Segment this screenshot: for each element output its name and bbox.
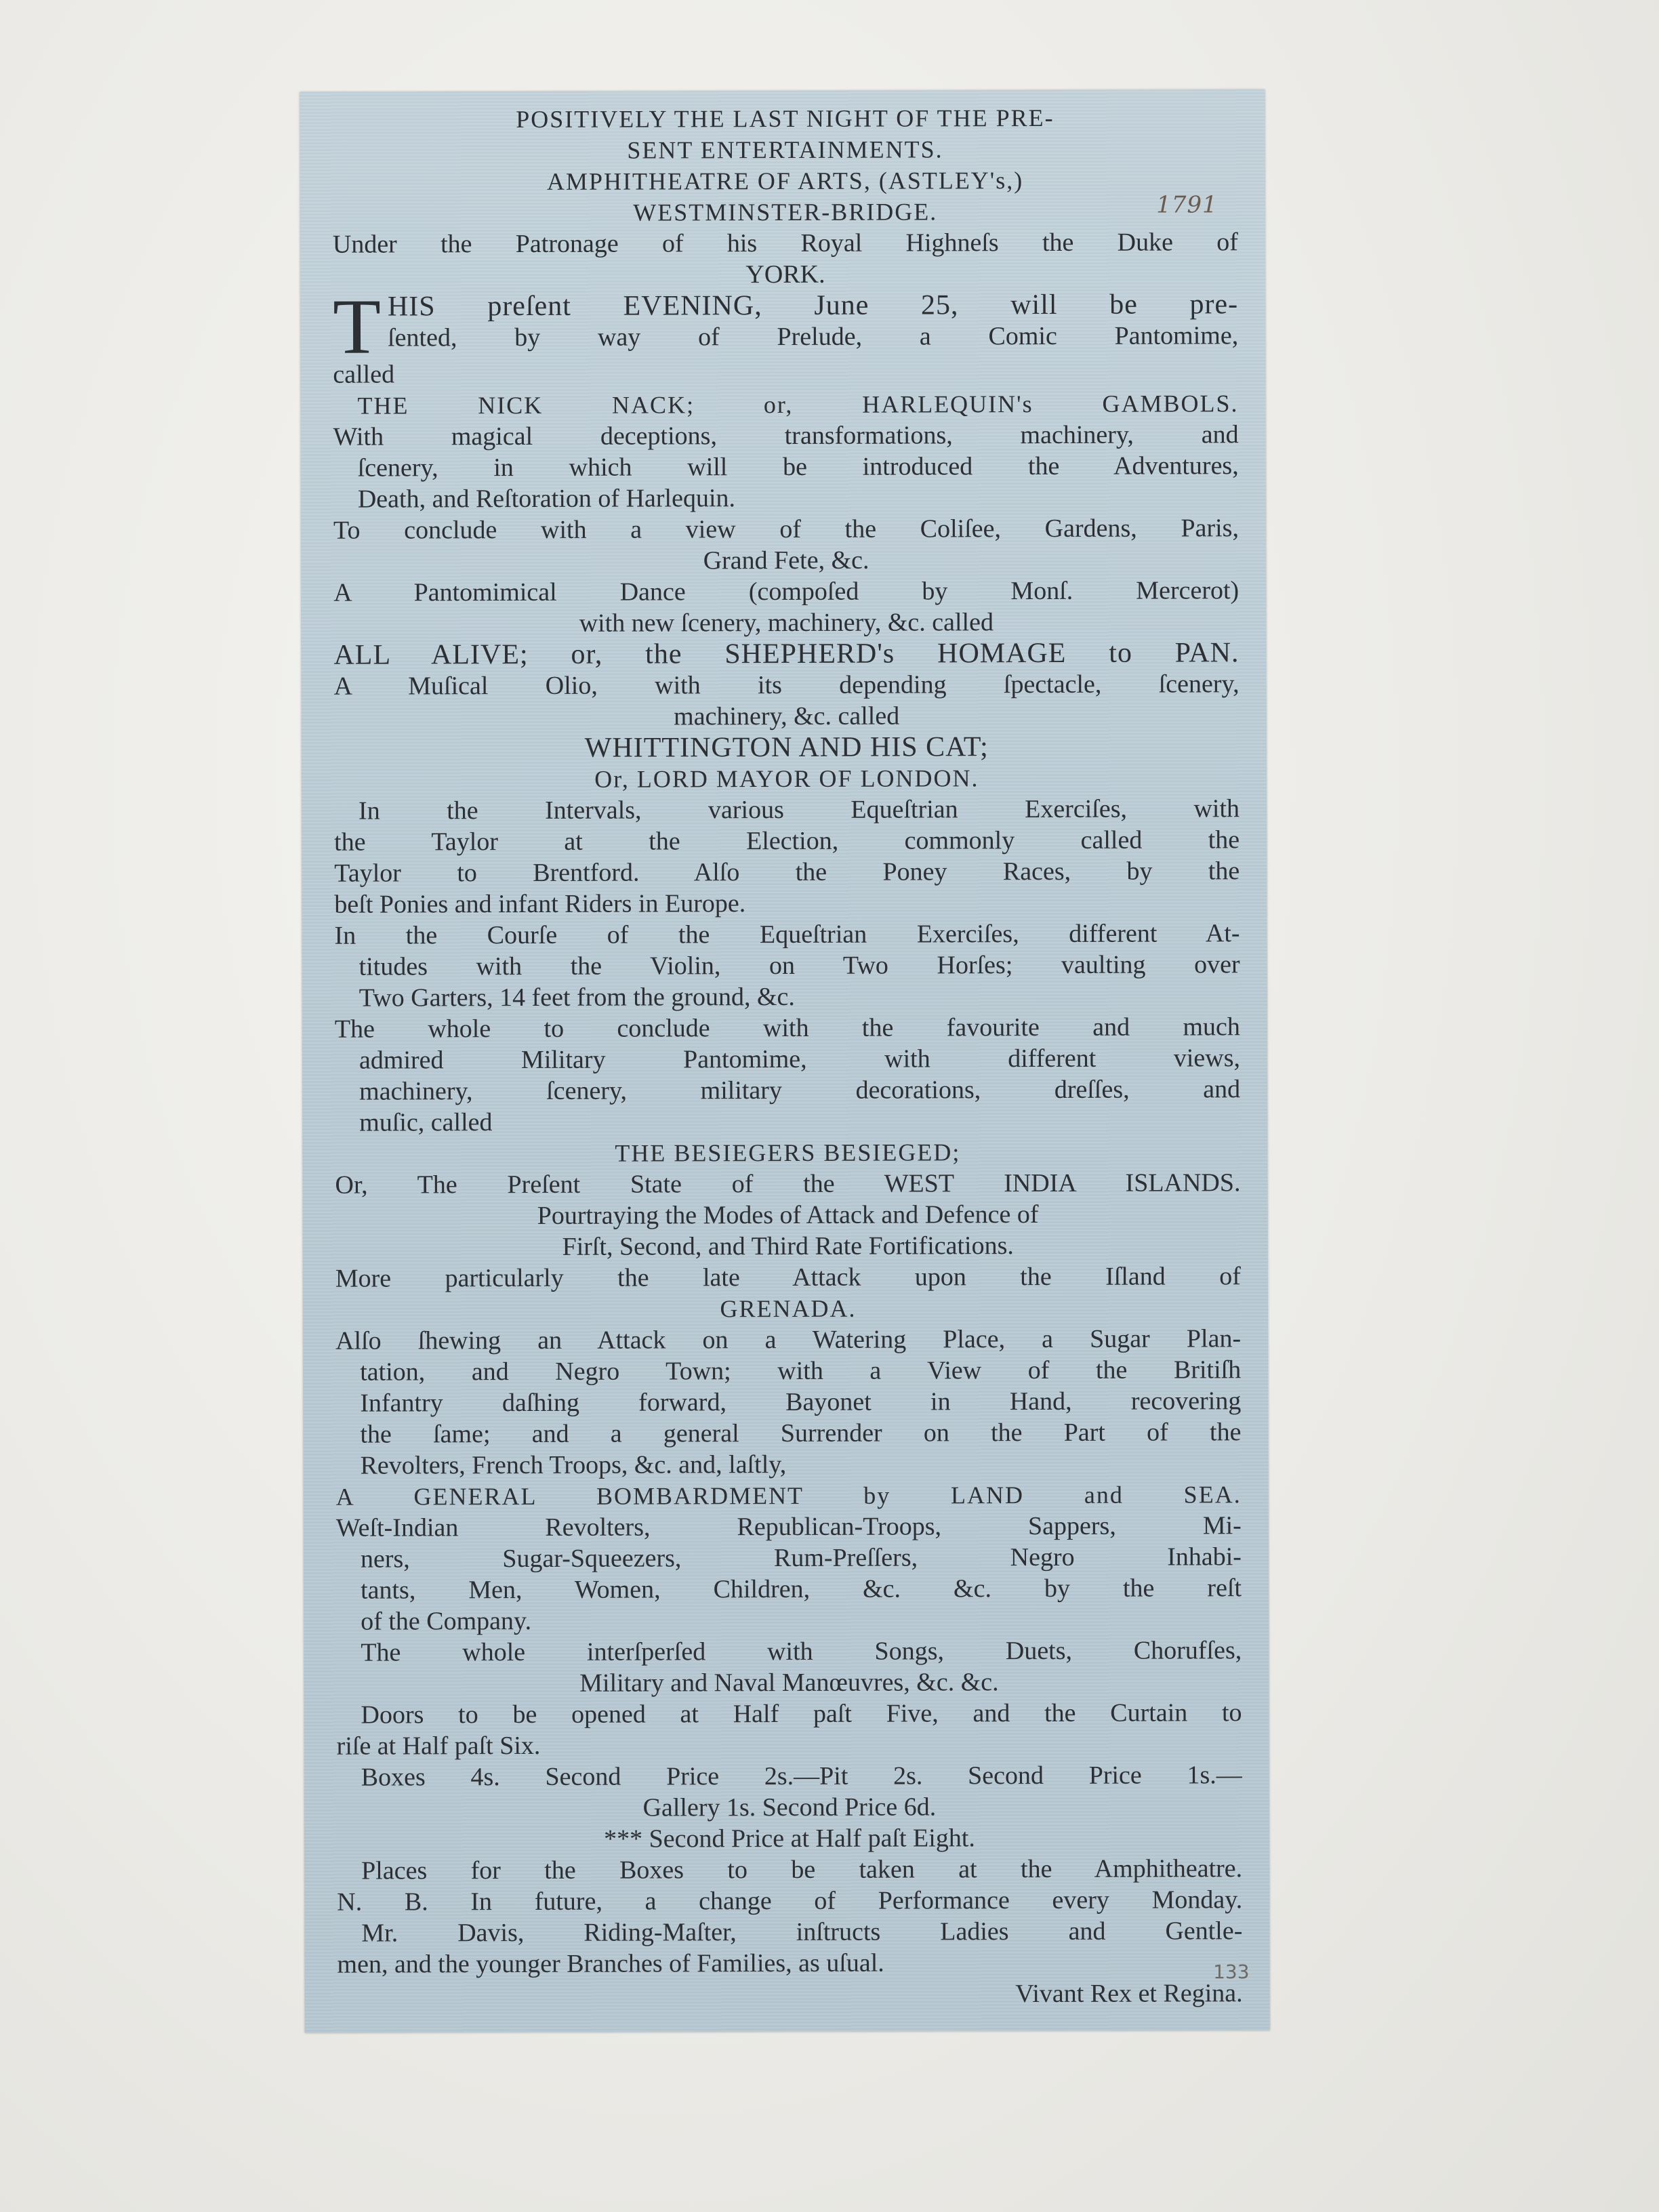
- riding-master-line-2: men, and the younger Branches of Families, as uſual.: [337, 1948, 884, 1979]
- text-line: The whole to conclude with the favourite and much: [334, 1012, 1240, 1044]
- text-line: machinery, &c. called: [674, 701, 900, 731]
- curtain-line: riſe at Half paſt Six.: [336, 1731, 541, 1761]
- act-1-title: THE NICK NACK; or, HARLEQUIN's GAMBOLS.: [357, 390, 1239, 419]
- riding-master-line: Mr. Davis, Riding-Maſter, inſtructs Ladies and Gentle-: [361, 1917, 1243, 1948]
- text-line: In the Courſe of the Equeſtrian Exerciſes, different At-: [334, 919, 1240, 950]
- act-3-title: WHITTINGTON AND HIS CAT;: [584, 731, 989, 764]
- handwritten-annotation: 1791: [1156, 191, 1218, 219]
- second-price-line: *** Second Price at Half paſt Eight.: [604, 1824, 975, 1853]
- text-line: machinery, ſcenery, military decorations, dreſſes, and: [359, 1075, 1241, 1106]
- text-line: Military and Naval Manœuvres, &c. &c.: [579, 1668, 999, 1698]
- pencil-annotation: 133: [1213, 1961, 1250, 1984]
- text-line: More particularly the late Attack upon the Iſland of: [335, 1262, 1241, 1293]
- text-line: admired Military Pantomime, with different views,: [359, 1044, 1241, 1075]
- opening-line-2: ſented, by way of Prelude, a Comic Pantomime,: [388, 321, 1239, 352]
- text-line: Infantry daſhing forward, Bayonet in Hand, recovering: [360, 1387, 1242, 1418]
- act-4-subtitle: Or, The Preſent State of the WEST INDIA ISLANDS.: [335, 1168, 1241, 1200]
- prices-line: Boxes 4s. Second Price 2s.—Pit 2s. Second Price 1s.—: [361, 1761, 1242, 1792]
- nb-line: N. B. In future, a change of Performance every Monday.: [337, 1885, 1243, 1917]
- text-line: With magical deceptions, transformations, machinery, and: [333, 420, 1239, 451]
- text-line: Pourtraying the Modes of Attack and Defence of: [537, 1200, 1039, 1230]
- text-line: Two Garters, 14 feet from the ground, &c.: [359, 982, 795, 1012]
- opening-line-3: called: [333, 360, 395, 389]
- bombardment-title: A GENERAL BOMBARDMENT by LAND and SEA.: [335, 1481, 1242, 1511]
- boxes-line: Places for the Boxes to be taken at the Amphitheatre.: [361, 1854, 1243, 1885]
- text-line: Weſt-Indian Revolters, Republican-Troops, Sappers, Mi-: [335, 1511, 1242, 1542]
- text-line: ners, Sugar-Squeezers, Rum-Preſſers, Negro Inhabi-: [360, 1542, 1242, 1574]
- text-line: To conclude with a view of the Coliſee, Gardens, Paris,: [333, 514, 1239, 545]
- act-4-title: THE BESIEGERS BESIEGED;: [615, 1139, 961, 1167]
- text-line: with new ſcenery, machinery, &c. called: [579, 608, 994, 638]
- text-line: tation, and Negro Town; with a View of the Britiſh: [360, 1355, 1242, 1387]
- text-line: A Pantomimical Dance (compoſed by Monſ. Mercerot): [333, 576, 1240, 607]
- opening-paragraph: [332, 283, 1239, 371]
- patronage-line-2: YORK.: [745, 260, 825, 289]
- patronage-line: Under the Patronage of his Royal Highneſs the Duke of: [332, 228, 1238, 259]
- text-line: Revolters, French Troops, &c. and, laſtly,: [360, 1450, 787, 1480]
- text-line: A Muſical Olio, with its depending ſpectacle, ſcenery,: [333, 670, 1240, 701]
- text-line: Firſt, Second, and Third Rate Fortifications.: [562, 1231, 1014, 1261]
- act-3-subtitle: Or, LORD MAYOR OF LONDON.: [594, 764, 979, 793]
- text-line: Alſo ſhewing an Attack on a Watering Place, a Sugar Plan-: [335, 1324, 1242, 1355]
- act-2-title: ALL ALIVE; or, the SHEPHERD's HOMAGE to PAN.: [333, 637, 1240, 671]
- text-line: of the Company.: [361, 1606, 532, 1636]
- text-line: muſic, called: [359, 1108, 493, 1137]
- text-line: Taylor to Brentford. Alſo the Poney Races, by the: [334, 857, 1240, 888]
- text-line: Death, and Reſtoration of Harlequin.: [357, 484, 736, 514]
- venue-line: AMPHITHEATRE OF ARTS, (ASTLEY's,): [546, 167, 1024, 195]
- doors-line: Doors to be opened at Half paſt Five, and the Curtain to: [361, 1698, 1242, 1729]
- text-line: In the Intervals, various Equeſtrian Exerciſes, with: [358, 794, 1240, 825]
- drop-cap: T: [332, 283, 382, 371]
- text-line: GRENADA.: [720, 1294, 857, 1323]
- headline-line-2: SENT ENTERTAINMENTS.: [627, 136, 943, 164]
- text-line: the ſame; and a general Surrender on the Part of the: [360, 1418, 1242, 1449]
- newspaper-clipping: [300, 89, 1269, 2033]
- text-line: The whole interſperſed with Songs, Duets, Chorufſes,: [361, 1636, 1242, 1667]
- gallery-price-line: Gallery 1s. Second Price 6d.: [642, 1793, 937, 1822]
- text-line: ſcenery, in which will be introduced the Adventures,: [357, 451, 1239, 483]
- text-line: Grand Fete, &c.: [703, 546, 869, 575]
- text-line: titudes with the Violin, on Two Horſes; vaulting over: [359, 950, 1240, 981]
- location-line: WESTMINSTER-BRIDGE.: [633, 198, 938, 226]
- headline-line-1: POSITIVELY THE LAST NIGHT OF THE PRE-: [516, 104, 1054, 134]
- closing-motto: Vivant Rex et Regina.: [1015, 1979, 1243, 2009]
- text-line: beſt Ponies and infant Riders in Europe.: [334, 889, 746, 919]
- text-line: the Taylor at the Election, commonly called the: [334, 825, 1240, 857]
- opening-line-1: HIS preſent EVENING, June 25, will be pre-: [387, 289, 1239, 323]
- text-line: tants, Men, Women, Children, &c. &c. by the reſt: [360, 1574, 1242, 1605]
